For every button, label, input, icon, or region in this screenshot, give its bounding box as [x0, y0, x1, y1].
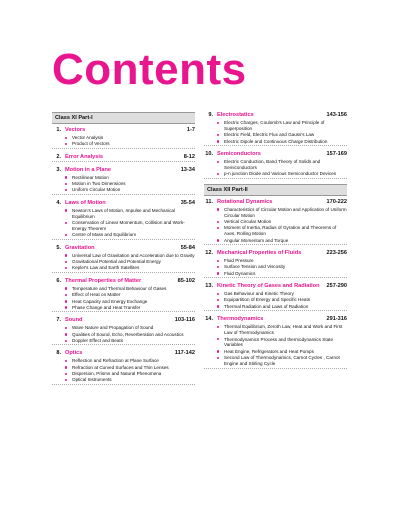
chapter-pages: 85-102 [177, 277, 195, 284]
subtopic-item: Kepler's Law and Earth Satellites [65, 265, 195, 271]
chapter-title: Semiconductors [217, 151, 261, 158]
subtopic-item: Vector Analysis [65, 135, 195, 141]
chapter-title: Motion in a Plane [65, 166, 111, 173]
subtopic-item: Electric Field, Electric Flux and Gauss's Law [217, 132, 347, 138]
subtopic-list [65, 208, 195, 239]
chapter-entry [52, 167, 195, 195]
subtopic-item: Qualities of Sound, Echo, Reverberation and Acoustics [65, 332, 195, 338]
subtopic-item: Universal Law of Gravitation and Acceleration due to Gravity [65, 253, 195, 259]
subtopic-item: Moment of Inertia, Radius of Gyration and Theorems of Axes, Rolling Motion [217, 225, 347, 237]
chapter-row [52, 350, 195, 357]
subtopic-item: Rectilinear Motion [65, 175, 195, 181]
chapter-entry [52, 278, 195, 312]
subtopic-item: Surface Tension and Viscosity [217, 264, 347, 270]
subtopic-list [217, 258, 347, 277]
subtopic-item: Thermodynamics Process and thermodynamics State Variables [217, 337, 347, 349]
chapter-row [52, 167, 195, 174]
subtopic-item: Electric Charges, Coulomb's Law and Principle of Superposition [217, 120, 347, 132]
chapter-title: Thermal Properties of Matter [65, 277, 142, 284]
subtopic-item: Fluid Dynamics [217, 271, 347, 277]
chapter-pages: 55-84 [180, 244, 195, 251]
chapter-title: Mechanical Properties of Fluids [217, 250, 302, 257]
page-title: Contents [52, 45, 247, 94]
chapter-title: Electrostatics [217, 112, 254, 118]
subtopic-item: Refraction at Curved Surfaces and Thin Lenses [65, 365, 195, 371]
chapter-row [204, 112, 347, 119]
chapter-list [204, 112, 347, 179]
chapter-pages: 35-54 [180, 199, 195, 206]
subtopic-item: Optical Instruments [65, 377, 195, 383]
chapter-row [204, 250, 347, 257]
subtopic-list [65, 253, 195, 272]
subtopic-list [217, 159, 347, 177]
subtopic-item: Product of Vectors [65, 141, 195, 147]
chapter-entry [52, 154, 195, 162]
chapter-pages: 13-34 [180, 166, 195, 173]
subtopic-item: Gas Behaviour and Kinetic Theory [217, 291, 347, 297]
chapter-number: 9. [208, 112, 213, 118]
chapter-title: Optics [65, 350, 83, 357]
chapter-number: 1. [56, 127, 61, 133]
chapter-divider [204, 277, 347, 278]
subtopic-item: Heat Engine, Refrigerators and Heat Pumps [217, 349, 347, 355]
chapter-divider [52, 272, 195, 273]
chapter-number: 8. [56, 350, 61, 357]
subtopic-item: p-n junction Diode and Various Semiconductor Devices [217, 171, 347, 177]
chapter-number: 12. [205, 250, 213, 257]
subtopic-item: Gravitational Potential and Potential Energy [65, 259, 195, 265]
subtopic-item: Motion in Two Dimensions [65, 181, 195, 187]
chapter-divider [204, 145, 347, 146]
chapter-entry [52, 200, 195, 240]
subtopic-item: Thermal Radiation and Laws of Radiation [217, 304, 347, 310]
subtopic-list [65, 358, 195, 383]
subtopic-item: Characteristics of Circular Motion and Application of Uniform Circular Motion [217, 207, 347, 219]
chapter-pages: 157-169 [326, 151, 347, 158]
chapter-pages: 143-156 [326, 112, 347, 118]
subtopic-item: Doppler Effect and Beats [65, 338, 195, 344]
chapter-number: 2. [56, 153, 61, 160]
chapter-divider [204, 178, 347, 179]
chapter-pages: 170-222 [326, 198, 347, 205]
chapter-entry [52, 245, 195, 273]
subtopic-list [217, 207, 347, 244]
subtopic-item: Phase Change and Heat Transfer [65, 305, 195, 311]
subtopic-item: Uniform Circular Motion [65, 187, 195, 193]
chapter-row [52, 317, 195, 324]
subtopic-item: Heat Capacity and Energy Exchange [65, 299, 195, 305]
chapter-row [204, 283, 347, 290]
subtopic-item: Second Law of Thermodynamics, Carnot Cycles , Carnot Engine and Stirling Cycle [217, 355, 347, 367]
chapter-title: Vectors [65, 127, 86, 133]
subtopic-list [217, 120, 347, 145]
subtopic-list [65, 175, 195, 194]
subtopic-item: Thermal Equilibrium, Zeroth Law, Heat and Work and First Law of Thermodynamics [217, 324, 347, 336]
chapter-entry [204, 112, 347, 146]
left-column [52, 112, 195, 390]
chapter-title: Laws of Motion [65, 199, 106, 206]
subtopic-item: Newton's Laws of Motion, Impulse and Mechanical Equilibrium [65, 208, 195, 220]
subtopic-item: Reflection and Refraction at Plane Surface [65, 358, 195, 364]
chapter-number: 10. [205, 151, 213, 158]
chapter-row [52, 200, 195, 207]
chapter-number: 7. [56, 317, 61, 324]
subtopic-list [217, 291, 347, 310]
chapter-title: Thermodynamics [217, 316, 264, 323]
chapter-number: 13. [205, 283, 213, 290]
subtopic-item: Wave Nature and Propagation of Sound [65, 325, 195, 331]
chapter-row [204, 199, 347, 206]
subtopic-item: Fluid Pressure [217, 258, 347, 264]
subtopic-item: Equipartition of Energy and Specific Heats [217, 297, 347, 303]
chapter-number: 6. [56, 277, 61, 284]
chapter-number: 4. [56, 199, 61, 206]
subtopic-item: Conservation of Linear Momentum, Collision and Work-Energy Theorem [65, 220, 195, 232]
chapter-entry [52, 350, 195, 384]
chapter-number: 11. [205, 198, 213, 205]
chapter-row [52, 245, 195, 252]
chapter-row [52, 127, 195, 134]
chapter-pages: 291-316 [326, 316, 347, 323]
chapter-entry [52, 127, 195, 149]
chapter-row [52, 154, 195, 161]
right-column [204, 112, 347, 374]
chapter-divider [52, 311, 195, 312]
chapter-entry [204, 199, 347, 245]
subtopic-list [65, 286, 195, 311]
subtopic-list [217, 324, 347, 367]
chapter-row [204, 151, 347, 158]
chapter-entry [52, 317, 195, 345]
chapter-row [204, 316, 347, 323]
chapter-pages: 223-256 [326, 250, 347, 257]
chapter-number: 14. [205, 316, 213, 323]
chapter-title: Gravitation [65, 244, 95, 251]
subtopic-list [65, 325, 195, 344]
chapter-pages: 1-7 [186, 127, 195, 133]
subtopic-item: Angular Momentum and Torque [217, 238, 347, 244]
chapter-pages: 117-142 [174, 350, 195, 357]
chapter-title: Error Analysis [65, 153, 104, 160]
chapter-divider [204, 368, 347, 369]
chapter-list [204, 199, 347, 369]
chapter-entry [204, 283, 347, 311]
chapter-divider [52, 384, 195, 385]
subtopic-item: Centre of Mass and Equilibrium [65, 232, 195, 238]
subtopic-item: Electric Dipole and Continuous Charge Distribution [217, 139, 347, 145]
chapter-pages: 8-12 [183, 153, 195, 160]
chapter-title: Sound [65, 317, 83, 324]
chapter-divider [204, 310, 347, 311]
chapter-divider [204, 244, 347, 245]
chapter-divider [52, 194, 195, 195]
chapter-number: 5. [56, 244, 61, 251]
subtopic-item: Electric Conduction, Band Theory of Solids and Semiconductors [217, 159, 347, 171]
subtopic-item: Vertical Circular Motion [217, 219, 347, 225]
chapter-title: Rotational Dynamics [217, 198, 273, 205]
chapter-row [52, 278, 195, 285]
chapter-divider [52, 148, 195, 149]
chapter-number: 3. [56, 166, 61, 173]
chapter-entry [204, 250, 347, 278]
chapter-entry [204, 316, 347, 368]
chapter-pages: 103-116 [174, 317, 195, 324]
chapter-list [52, 127, 195, 385]
subtopic-list [65, 135, 195, 147]
chapter-title: Kinetic Theory of Gases and Radiation [217, 283, 320, 290]
chapter-divider [52, 344, 195, 345]
chapter-divider [52, 161, 195, 162]
section-heading: Class XI Part-I [52, 112, 195, 124]
subtopic-item: Temperature and Thermal Behaviour of Gases [65, 286, 195, 292]
chapter-pages: 257-290 [326, 283, 347, 290]
chapter-entry [204, 151, 347, 179]
subtopic-item: Effect of Heat on Matter [65, 292, 195, 298]
chapter-divider [52, 239, 195, 240]
subtopic-item: Dispersion, Prisms and Natural Phenomena [65, 371, 195, 377]
section-heading: Class XII Part-II [204, 184, 347, 196]
